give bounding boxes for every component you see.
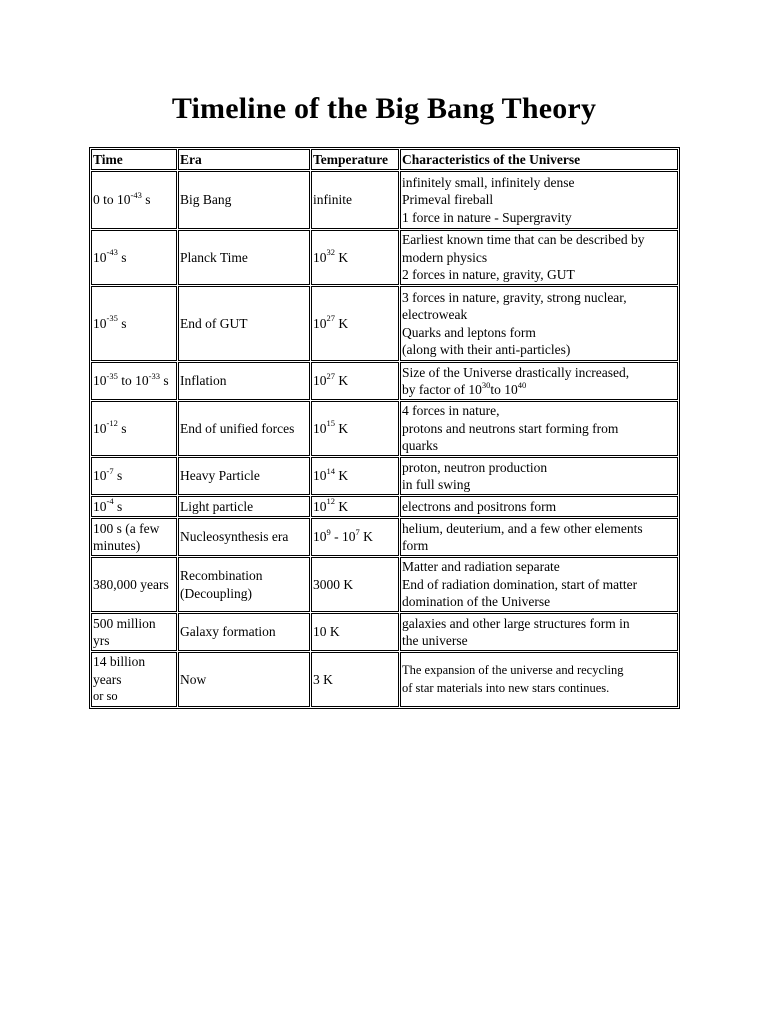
page-title: Timeline of the Big Bang Theory xyxy=(171,92,597,125)
cell-characteristics: Matter and radiation separate End of radiation domination, start of matter domination of the Universe xyxy=(400,557,678,612)
cell-era: Recombination (Decoupling) xyxy=(178,557,310,612)
table-row xyxy=(91,518,678,556)
cell-era: Planck Time xyxy=(178,230,310,285)
table-row xyxy=(91,286,678,361)
cell-temperature: 3000 K xyxy=(311,557,399,612)
cell-time: $10^{-35}$ s xyxy=(91,286,177,361)
cell-era: Heavy Particle xyxy=(178,457,310,495)
table-row xyxy=(91,557,678,612)
cell-characteristics: The expansion of the universe and recycling of star materials into new stars continues. xyxy=(400,652,678,707)
cell-time: 0 to $10^{-43}$ s xyxy=(91,171,177,229)
cell-characteristics: Size of the Universe drastically increased, by factor of $10^{30}to$ $10^{40}$ xyxy=(400,362,678,400)
cell-time: 500 million yrs xyxy=(91,613,177,651)
table-row xyxy=(91,171,678,229)
cell-temperature: $10^{27}$ K xyxy=(311,286,399,361)
cell-characteristics: 3 forces in nature, gravity, strong nuclear, electroweak Quarks and leptons form (along with their anti-particles) xyxy=(400,286,678,361)
cell-era: End of unified forces xyxy=(178,401,310,456)
table-row xyxy=(91,613,678,651)
column-header-time: Time xyxy=(91,149,177,170)
cell-temperature: $10^{32}$ K xyxy=(311,230,399,285)
table-row xyxy=(91,652,678,707)
cell-era: End of GUT xyxy=(178,286,310,361)
column-header-era: Era xyxy=(178,149,310,170)
table-header-row xyxy=(91,149,678,170)
table-row xyxy=(91,496,678,517)
timeline-table xyxy=(89,147,680,709)
cell-era: Big Bang xyxy=(178,171,310,229)
cell-temperature: $10^{12}$ K xyxy=(311,496,399,517)
cell-era: Galaxy formation xyxy=(178,613,310,651)
cell-temperature: $10^9 - 10^7$ K xyxy=(311,518,399,556)
cell-temperature: 10 K xyxy=(311,613,399,651)
cell-era: Nucleosynthesis era xyxy=(178,518,310,556)
cell-era: Inflation xyxy=(178,362,310,400)
cell-time: $10^{-12}$ s xyxy=(91,401,177,456)
cell-time: 100 s (a few minutes) xyxy=(91,518,177,556)
table-row xyxy=(91,230,678,285)
cell-characteristics: electrons and positrons form xyxy=(400,496,678,517)
cell-temperature: 3 K xyxy=(311,652,399,707)
cell-era: Light particle xyxy=(178,496,310,517)
cell-characteristics: helium, deuterium, and a few other elements form xyxy=(400,518,678,556)
column-header-characteristics: Characteristics of the Universe xyxy=(400,149,678,170)
cell-time: 14 billion years or so xyxy=(91,652,177,707)
cell-time: $10^{-43}$ s xyxy=(91,230,177,285)
cell-temperature: $10^{14}$ K xyxy=(311,457,399,495)
table-row xyxy=(91,362,678,400)
cell-temperature: $10^{27}$ K xyxy=(311,362,399,400)
cell-temperature: $10^{15}$ K xyxy=(311,401,399,456)
table-row xyxy=(91,457,678,495)
cell-characteristics: 4 forces in nature, protons and neutrons start forming from quarks xyxy=(400,401,678,456)
cell-characteristics: proton, neutron production in full swing xyxy=(400,457,678,495)
table-row xyxy=(91,401,678,456)
cell-time: 380,000 years xyxy=(91,557,177,612)
cell-time: $10^{-35}$ to $10^{-33}$ s xyxy=(91,362,177,400)
cell-characteristics: Earliest known time that can be described by modern physics 2 forces in nature, gravity, GUT xyxy=(400,230,678,285)
column-header-temperature: Temperature xyxy=(311,149,399,170)
cell-temperature: infinite xyxy=(311,171,399,229)
cell-era: Now xyxy=(178,652,310,707)
cell-characteristics: infinitely small, infinitely dense Primeval fireball 1 force in nature - Supergravity xyxy=(400,171,678,229)
cell-time: $10^{-4}$ s xyxy=(91,496,177,517)
cell-characteristics: galaxies and other large structures form in the universe xyxy=(400,613,678,651)
cell-time: $10^{-7}$ s xyxy=(91,457,177,495)
